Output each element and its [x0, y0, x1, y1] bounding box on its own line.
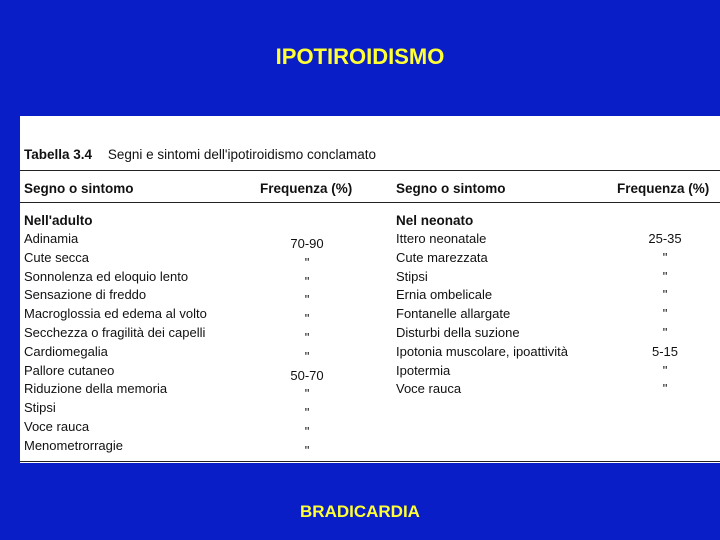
list-item: Voce rauca: [396, 381, 462, 397]
list-item: Ipotonia muscolare, ipoattività: [396, 343, 568, 359]
header-right-frequency: Frequenza (%): [617, 181, 710, 196]
list-item: Voce rauca: [24, 418, 90, 434]
table-number: Tabella 3.4: [24, 147, 93, 162]
list-item: Stipsi: [396, 268, 428, 284]
list-item: Disturbi della suzione: [396, 324, 520, 340]
list-item: Menometrorragie: [24, 437, 123, 453]
list-item: ": [304, 442, 310, 458]
list-item: Riduzione della memoria: [24, 381, 168, 397]
list-item: Sonnolenza ed eloquio lento: [24, 268, 189, 284]
table-bottom-rule: [20, 461, 720, 462]
header-left-sign: Segno o sintomo: [24, 181, 134, 196]
list-item: Fontanelle allargate: [396, 306, 511, 322]
group-adult: Nell'adulto: [24, 213, 93, 228]
list-item: ": [304, 292, 310, 308]
scanned-table: [20, 116, 720, 463]
footer-text: BRADICARDIA: [300, 502, 420, 521]
list-item: Ernia ombelicale: [396, 287, 493, 303]
list-item: ": [662, 249, 668, 265]
list-item: Cardiomegalia: [24, 343, 108, 359]
list-item: ": [304, 386, 310, 402]
list-item: ": [304, 423, 310, 439]
list-item: ": [304, 273, 310, 289]
list-item: 25-35: [648, 231, 682, 246]
list-item: ": [662, 268, 668, 284]
list-item: Cute secca: [24, 249, 90, 265]
group-neonate: Nel neonato: [396, 213, 474, 228]
list-item: Ittero neonatale: [396, 231, 487, 246]
list-item: ": [304, 405, 310, 421]
neonate-frequency-list: [640, 230, 690, 399]
list-item: Pallore cutaneo: [24, 362, 115, 378]
list-item: Sensazione di freddo: [24, 287, 147, 303]
slide-title: IPOTIROIDISMO: [275, 44, 445, 69]
list-item: Ipotermia: [396, 362, 451, 378]
list-item: ": [662, 362, 668, 378]
list-item: ": [304, 348, 310, 364]
header-left-frequency: Frequenza (%): [260, 181, 353, 196]
table-header-rule: [20, 202, 720, 203]
header-right-sign: Segno o sintomo: [396, 181, 506, 196]
list-item: Stipsi: [24, 400, 56, 416]
list-item: Secchezza o fragilità dei capelli: [24, 324, 206, 340]
list-item: 50-70: [290, 367, 324, 383]
list-item: 5-15: [651, 343, 679, 359]
list-item: Adinamia: [24, 231, 79, 246]
list-item: ": [662, 306, 668, 322]
adult-signs-list: [24, 230, 254, 456]
list-item: ": [662, 324, 668, 340]
list-item: ": [304, 254, 310, 270]
table-caption: [24, 147, 376, 162]
list-item: ": [662, 381, 668, 397]
neonate-signs-list: [396, 230, 626, 399]
list-item: ": [304, 329, 310, 345]
list-item: 70-90: [290, 236, 324, 251]
list-item: Cute marezzata: [396, 249, 488, 265]
list-item: ": [662, 287, 668, 303]
adult-frequency-list: [282, 235, 332, 461]
list-item: ": [304, 311, 310, 327]
table-caption-text: Segni e sintomi dell'ipotiroidismo conclamato: [107, 147, 377, 162]
list-item: Macroglossia ed edema al volto: [24, 306, 207, 322]
table-top-rule: [20, 170, 720, 171]
